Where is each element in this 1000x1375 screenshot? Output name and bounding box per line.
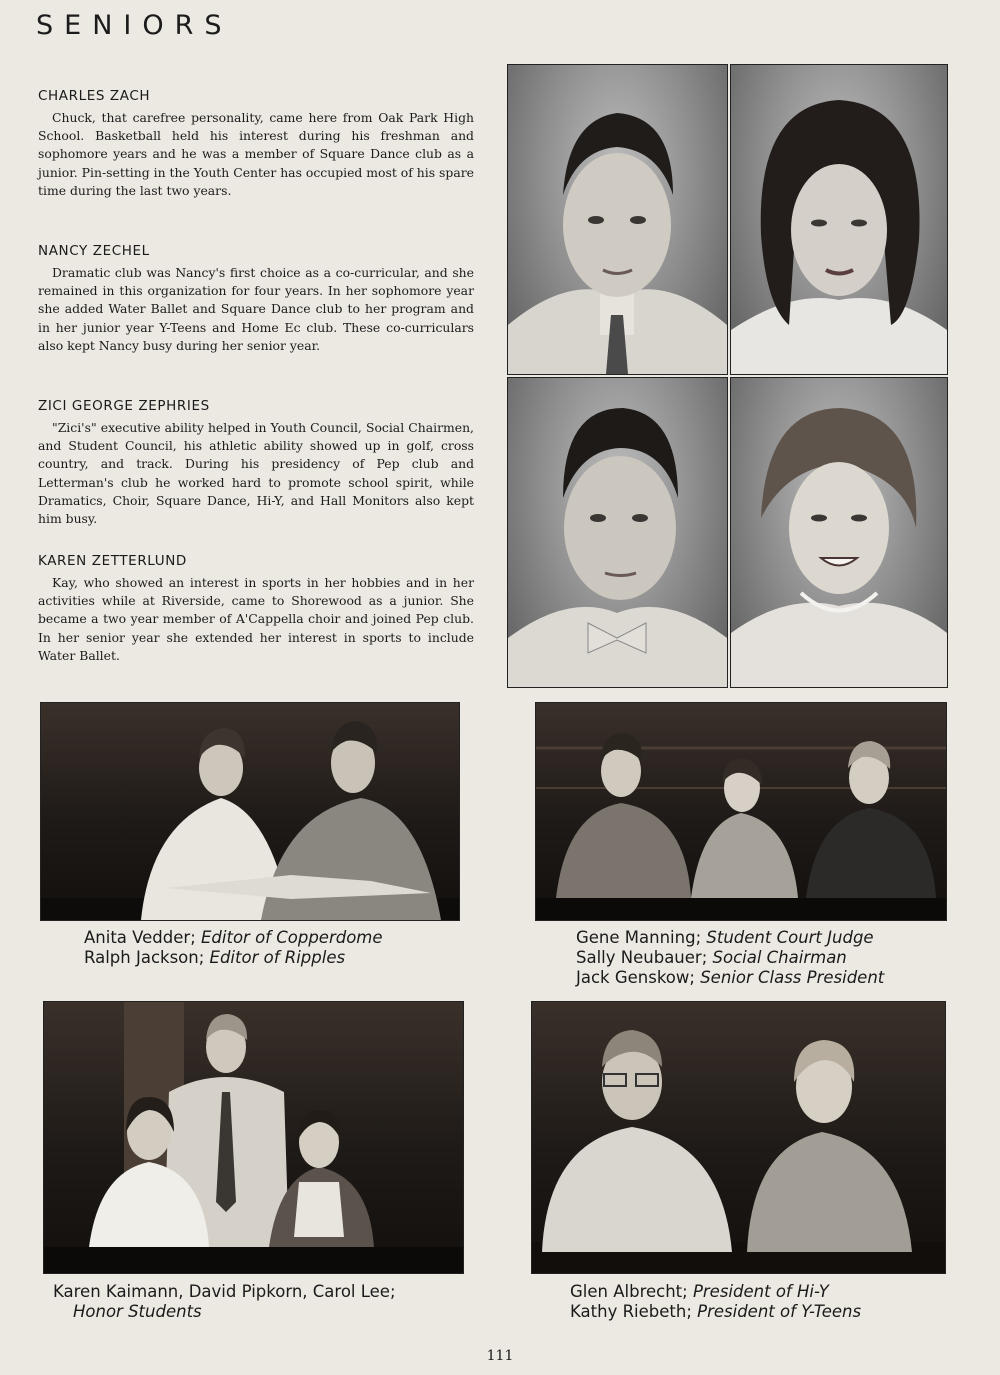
bio-name: CHARLES ZACH	[38, 88, 151, 104]
caption-line	[84, 948, 383, 968]
caption-role: Editor of Copperdome	[201, 928, 383, 947]
caption-line	[576, 968, 884, 988]
bio-nancy-zechel	[38, 243, 474, 355]
caption-role: Senior Class President	[700, 968, 885, 987]
caption-line: Karen Kaimann, David Pipkorn, Carol Lee;	[53, 1282, 396, 1301]
caption-role: Honor Students	[73, 1302, 202, 1321]
caption-manning-neubauer-genskow	[576, 928, 884, 988]
portrait-nancy-zechel	[730, 64, 948, 375]
bio-name: ZICI GEORGE ZEPHRIES	[38, 398, 210, 414]
caption-name: Sally Neubauer;	[576, 948, 713, 967]
portrait-zici-zephries	[507, 377, 728, 688]
caption-name: Ralph Jackson;	[84, 948, 210, 967]
bio-zici-zephries	[38, 398, 474, 528]
photo-manning-neubauer-genskow	[535, 702, 947, 921]
caption-vedder-jackson	[84, 928, 383, 968]
photo-vedder-jackson	[40, 702, 460, 921]
bio-name: NANCY ZECHEL	[38, 243, 150, 259]
caption-role: Editor of Ripples	[209, 948, 346, 967]
caption-name: Glen Albrecht;	[570, 1282, 693, 1301]
bio-name: KAREN ZETTERLUND	[38, 553, 187, 569]
page-number: 111	[486, 1348, 514, 1364]
bio-text: Dramatic club was Nancy's first choice as a co-curricular, and she remained in this organization for four years. In her sophomore year she added Water Ballet and Square Dance club to her program and in her junior year Y-Teens and Home Ec club. These co-curriculars also kept Nancy busy during her senior year.	[38, 265, 474, 353]
caption-name: Gene Manning;	[576, 928, 707, 947]
caption-line	[576, 928, 884, 948]
photo-albrecht-riebeth	[531, 1001, 946, 1274]
bio-text: Kay, who showed an interest in sports in her hobbies and in her activities while at Riverside, came to Shorewood as a junior. She became a two year member of A'Cappella choir and joined Pep club. In her senior year she extended her interest in sports to include Water Ballet.	[38, 575, 474, 663]
caption-role: President of Y-Teens	[697, 1302, 862, 1321]
caption-line	[576, 948, 884, 968]
bio-karen-zetterlund	[38, 553, 474, 665]
caption-role: President of Hi-Y	[692, 1282, 829, 1301]
caption-role: Student Court Judge	[706, 928, 874, 947]
caption-line	[570, 1282, 861, 1302]
caption-name: Jack Genskow;	[576, 968, 701, 987]
bio-text: "Zici's" executive ability helped in Youth Council, Social Chairmen, and Student Council, his athletic ability showed up in golf, cross country, and track. During his presidency of Pep club and Letterman's club he worked hard to promote school spirit, while Dramatics, Choir, Square Dance, Hi-Y, and Hall Monitors also kept him busy.	[38, 420, 474, 527]
photo-honor-students	[43, 1001, 464, 1274]
caption-albrecht-riebeth	[570, 1282, 861, 1322]
caption-line	[84, 928, 383, 948]
bio-charles-zach	[38, 88, 474, 200]
caption-name: Anita Vedder;	[84, 928, 201, 947]
caption-honor-students	[53, 1282, 396, 1322]
bio-text: Chuck, that carefree personality, came here from Oak Park High School. Basketball held his interest during his freshman and sophomore years and he was a member of Square Dance club as a junior. Pin-setting in the Youth Center has occupied most of his spare time during the last two years.	[38, 110, 474, 198]
page-title: SENIORS	[36, 10, 233, 41]
caption-line	[53, 1302, 396, 1322]
portrait-charles-zach	[507, 64, 728, 375]
caption-name: Kathy Riebeth;	[570, 1302, 698, 1321]
caption-role: Social Chairman	[712, 948, 847, 967]
caption-line	[570, 1302, 861, 1322]
portrait-karen-zetterlund	[730, 377, 948, 688]
